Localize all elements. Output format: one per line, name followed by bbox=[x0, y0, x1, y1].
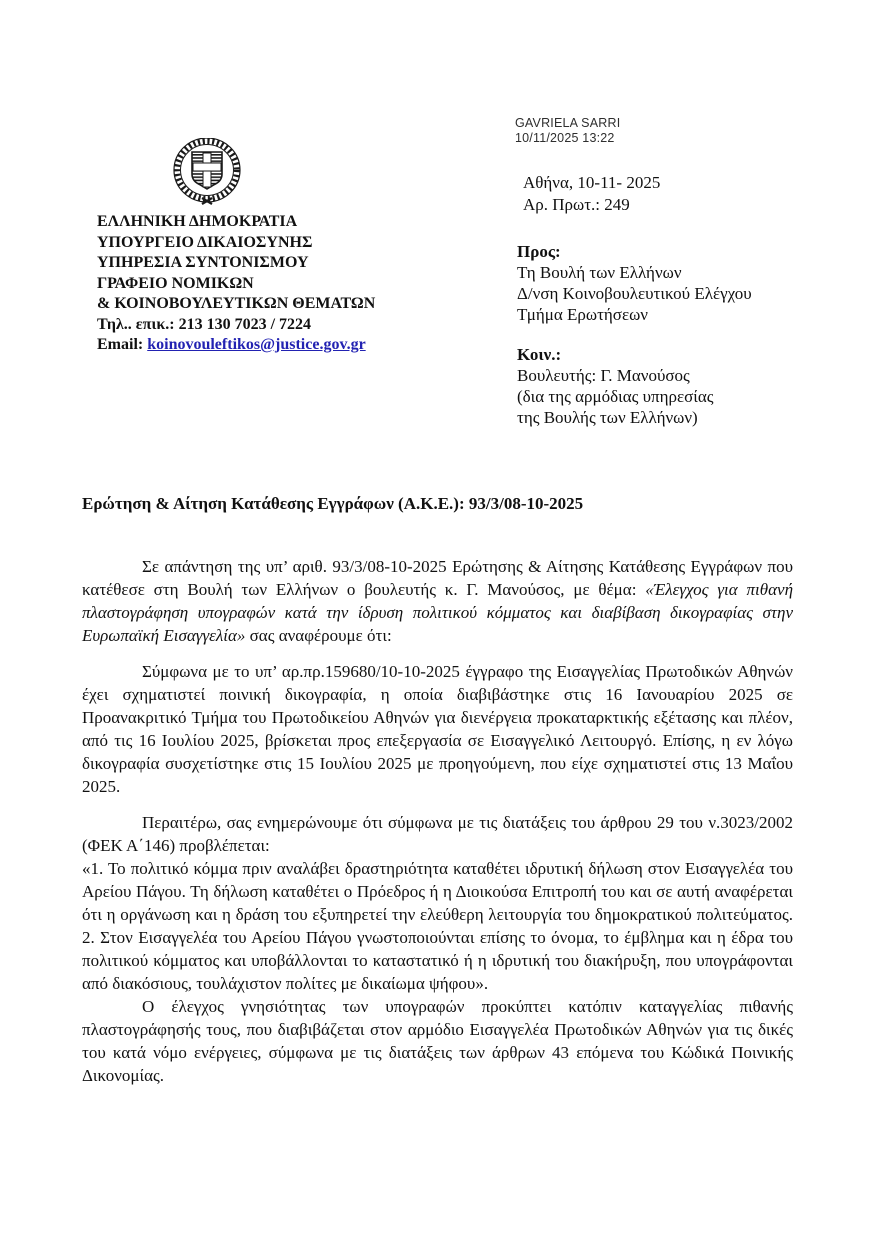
letterhead-line-ministry: ΥΠΟΥΡΓΕΙΟ ΔΙΚΑΙΟΣΥΝΗΣ bbox=[97, 233, 313, 251]
letterhead-email-row bbox=[97, 335, 375, 356]
to-line-directorate: Δ/νση Κοινοβουλευτικού Ελέγχου bbox=[517, 284, 752, 303]
letterhead bbox=[97, 212, 375, 356]
to-label: Προς: bbox=[517, 242, 561, 261]
paragraph-1-theme-italic: «Έλεγχος για πιθανή πλαστογράφηση υπογραφών κατά την ίδρυση πολιτικού κόμματος και διαβίβαση δικογραφίας στην Ευρωπαϊκή Εισαγγελία» bbox=[82, 580, 794, 645]
paragraph-1 bbox=[82, 555, 793, 647]
cc-line-mp: Βουλευτής: Γ. Μανούσος bbox=[517, 366, 690, 385]
paragraph-4-law-quote: «1. Το πολιτικό κόμμα πριν αναλάβει δραστηριότητα καταθέτει ιδρυτική δήλωση στον Εισαγγελέα του Αρείου Πάγου. Τη δήλωση καταθέτει ο Πρόεδρος ή η Διοικούσα Επιτροπή του και σε αυτή αναφέρεται ότι η οργάνωση και η δράση του εξυπηρετεί την ελεύθερη λειτουργία του δημοκρατικού πολιτεύματος. 2. Στον Εισαγγελέα του Αρείου Πάγου γνωστοποιούνται επίσης το όνομα, το έμβλημα και η έδρα του πολιτικού κόμματος και υποβάλλονται το καταστατικό ή η ιδρυτική του διακήρυξη, που υπογράφονται από διακόσιους, τουλάχιστον πολίτες με δικαίωμα ψήφου». bbox=[82, 859, 793, 993]
to-line-parliament: Τη Βουλή των Ελλήνων bbox=[517, 263, 682, 282]
paragraph-3: Περαιτέρω, σας ενημερώνουμε ότι σύμφωνα με τις διατάξεις του άρθρου 29 του ν.3023/2002 (ΦΕΚ Α΄146) προβλέπεται: bbox=[82, 813, 793, 855]
paragraph-5: Ο έλεγχος γνησιότητας των υπογραφών προκύπτει κατόπιν καταγγελίας πιθανής πλαστογράφησής τους, που διαβιβάζεται στον αρμόδιο Εισαγγελέα Πρωτοδικών Αθηνών για τις δικές του κατά νόμο ενέργειες, σύμφωνα με τις διατάξεις των άρθρων 43 επόμενα του Κώδικά Ποινικής Δικονομίας. bbox=[82, 997, 793, 1085]
letterhead-line-service: ΥΠΗΡΕΣΙΑ ΣΥΝΤΟΝΙΣΜΟΥ bbox=[97, 254, 309, 271]
recipient-to-block bbox=[517, 241, 752, 325]
document-meta bbox=[523, 172, 660, 216]
letterhead-line-republic: ΕΛΛΗΝΙΚΗ ΔΗΜΟΚΡΑΤΙΑ bbox=[97, 213, 298, 230]
place-date: Αθήνα, 10-11- 2025 bbox=[523, 173, 661, 192]
letterhead-line-parliamentary: & ΚΟΙΝΟΒΟΥΛΕΥΤΙΚΩΝ ΘΕΜΑΤΩΝ bbox=[97, 295, 376, 312]
signature-stamp bbox=[515, 116, 620, 146]
letterhead-phone: Τηλ.. επικ.: 213 130 7023 / 7224 bbox=[97, 315, 312, 333]
greek-national-emblem-icon bbox=[172, 138, 242, 205]
paragraph-1-start: Σε απάντηση της υπ’ αριθ. 93/3/08-10-2025 Ερώτησης & Αίτησης Κατάθεσης Εγγράφων που κατέθεσε στη Βουλή των Ελλήνων ο βουλευτής κ. Γ. Μανούσος, με θέμα: bbox=[82, 557, 793, 599]
email-label: Email: bbox=[97, 336, 144, 353]
subject-line: Ερώτηση & Αίτηση Κατάθεσης Εγγράφων (Α.Κ.Ε.): 93/3/08-10-2025 bbox=[82, 494, 584, 513]
letterhead-line-office: ΓΡΑΦΕΙΟ ΝΟΜΙΚΩΝ bbox=[97, 274, 254, 292]
to-line-department: Τμήμα Ερωτήσεων bbox=[517, 305, 648, 324]
cc-line-via-1: (δια της αρμόδιας υπηρεσίας bbox=[517, 387, 714, 406]
paragraph-2: Σύμφωνα με το υπ’ αρ.πρ.159680/10-10-2025 έγγραφο της Εισαγγελίας Πρωτοδικών Αθηνών έχει σχηματιστεί ποινική δικογραφία, η οποία διαβιβάστηκε στις 16 Ιανουαρίου 2025 σε Προανακριτικό Τμήμα του Πρωτοδικείου Αθηνών για διενέργεια προκαταρκτικής εξέτασης και πλέον, από τις 16 Ιουλίου 2025, βρίσκεται προς επεξεργασία σε Εισαγγελικό Λειτουργό. Επίσης, η εν λόγω δικογραφία συσχετίστηκε στις 15 Ιουλίου 2025 με προηγούμενη, που είχε σχηματιστεί στις 13 Μαΐου 2025. bbox=[82, 662, 793, 796]
recipient-cc-block bbox=[517, 344, 713, 428]
protocol-number: Αρ. Πρωτ.: 249 bbox=[523, 195, 630, 214]
stamp-signer-name: GAVRIELA SARRI bbox=[515, 116, 621, 130]
paragraph-1-end: σας αναφέρουμε ότι: bbox=[245, 626, 392, 645]
stamp-datetime: 10/11/2025 13:22 bbox=[515, 131, 615, 145]
letter-body bbox=[82, 555, 793, 1087]
cc-line-via-2: της Βουλής των Ελλήνων) bbox=[517, 408, 698, 427]
email-link[interactable]: koinovouleftikos@justice.gov.gr bbox=[147, 336, 366, 353]
cc-label: Κοιν.: bbox=[517, 345, 562, 364]
